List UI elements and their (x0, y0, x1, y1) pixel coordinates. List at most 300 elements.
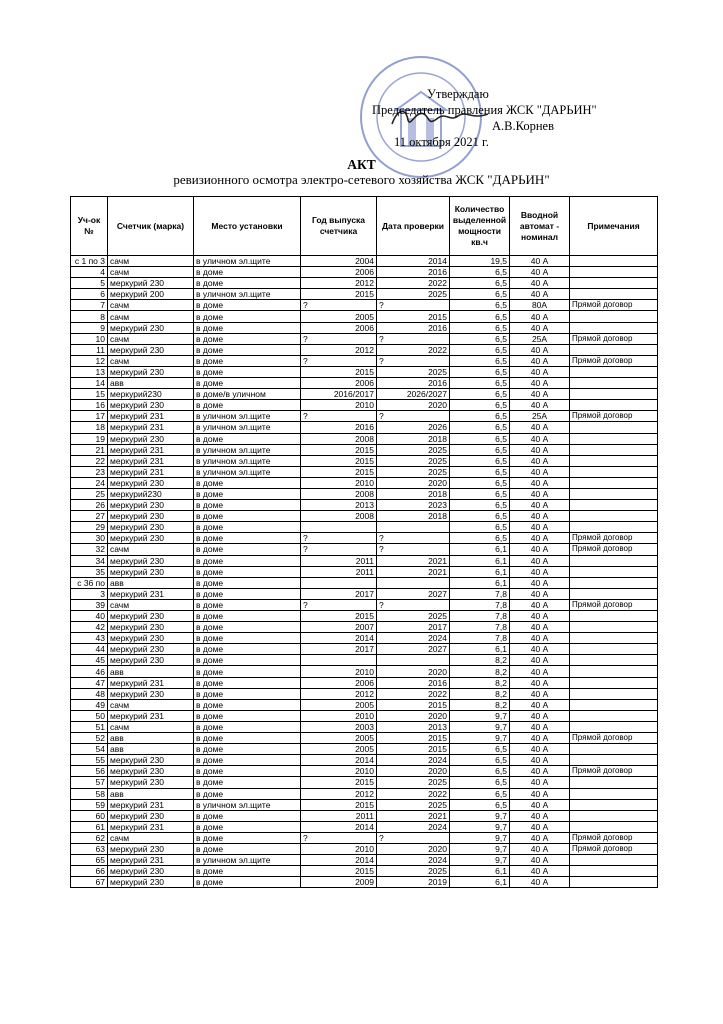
table-row (71, 566, 658, 577)
cell-meter: меркурий 231 (108, 710, 194, 721)
cell-year: 2012 (301, 278, 377, 289)
cell-breaker: 40 А (510, 611, 570, 622)
table-row (71, 755, 658, 766)
cell-breaker: 40 А (510, 488, 570, 499)
cell-year: 2014 (301, 633, 377, 644)
cell-year: 2014 (301, 821, 377, 832)
table-row (71, 378, 658, 389)
cell-location: в доме (194, 311, 301, 322)
cell-location: в доме (194, 488, 301, 499)
approval-date: 11 октября 2021 г. (394, 135, 489, 149)
cell-check-date (377, 577, 450, 588)
cell-power: 6,5 (450, 333, 510, 344)
cell-power: 6,1 (450, 555, 510, 566)
cell-plot: 59 (71, 799, 108, 810)
cell-location: в уличном эл.щите (194, 466, 301, 477)
cell-power: 19,5 (450, 256, 510, 267)
cell-power: 6,1 (450, 877, 510, 888)
cell-breaker: 40 А (510, 588, 570, 599)
cell-plot: 48 (71, 688, 108, 699)
table-row (71, 788, 658, 799)
cell-breaker: 40 А (510, 710, 570, 721)
cell-location: в доме (194, 400, 301, 411)
cell-location: в доме (194, 477, 301, 488)
cell-year: 2017 (301, 644, 377, 655)
cell-location: в доме (194, 699, 301, 710)
cell-location: в доме (194, 599, 301, 610)
cell-location: в доме (194, 366, 301, 377)
cell-meter: сачм (108, 311, 194, 322)
cell-location: в уличном эл.щите (194, 799, 301, 810)
cell-check-date: 2026/2027 (377, 389, 450, 400)
cell-power: 6,5 (450, 433, 510, 444)
table-body (71, 256, 658, 888)
col-header-year: Год выпуска счетчика (301, 197, 377, 256)
cell-plot: 51 (71, 721, 108, 732)
table-row (71, 500, 658, 511)
cell-meter: авв (108, 733, 194, 744)
table-row (71, 866, 658, 877)
cell-plot: 57 (71, 777, 108, 788)
cell-plot: 9 (71, 322, 108, 333)
cell-breaker: 40 А (510, 344, 570, 355)
cell-notes (570, 378, 658, 389)
table-row (71, 855, 658, 866)
cell-notes (570, 522, 658, 533)
cell-meter: меркурий 230 (108, 555, 194, 566)
cell-check-date: 2020 (377, 477, 450, 488)
cell-breaker: 25А (510, 411, 570, 422)
cell-notes (570, 511, 658, 522)
cell-check-date: 2025 (377, 611, 450, 622)
cell-year: 2005 (301, 311, 377, 322)
cell-meter: меркурий 231 (108, 821, 194, 832)
cell-plot: 54 (71, 744, 108, 755)
cell-location: в доме (194, 533, 301, 544)
cell-check-date: 2019 (377, 877, 450, 888)
cell-meter: меркурий 230 (108, 810, 194, 821)
cell-year: ? (301, 300, 377, 311)
cell-meter: меркурий 231 (108, 411, 194, 422)
cell-power: 9,7 (450, 832, 510, 843)
cell-power: 6,5 (450, 389, 510, 400)
cell-meter: меркурий 231 (108, 855, 194, 866)
cell-notes: Прямой договор (570, 333, 658, 344)
cell-year: 2015 (301, 444, 377, 455)
cell-meter: меркурий 230 (108, 400, 194, 411)
cell-year: 2012 (301, 688, 377, 699)
cell-check-date: ? (377, 333, 450, 344)
doc-subtitle: ревизионного осмотра электро-сетевого хозяйства ЖСК "ДАРЬИН" (173, 172, 550, 187)
cell-power: 9,7 (450, 733, 510, 744)
cell-plot: 8 (71, 311, 108, 322)
cell-plot: 35 (71, 566, 108, 577)
cell-meter: авв (108, 577, 194, 588)
cell-notes: Прямой договор (570, 832, 658, 843)
cell-plot: 56 (71, 766, 108, 777)
cell-breaker: 40 А (510, 733, 570, 744)
cell-meter: меркурий 230 (108, 644, 194, 655)
cell-breaker: 40 А (510, 555, 570, 566)
cell-check-date: 2025 (377, 444, 450, 455)
cell-year: 2006 (301, 677, 377, 688)
cell-check-date: 2027 (377, 588, 450, 599)
cell-breaker: 40 А (510, 832, 570, 843)
cell-check-date: 2018 (377, 433, 450, 444)
cell-power: 6,5 (450, 378, 510, 389)
table-row (71, 655, 658, 666)
cell-power: 6,1 (450, 577, 510, 588)
cell-plot: 52 (71, 733, 108, 744)
cell-meter: меркурий 230 (108, 843, 194, 854)
cell-year: 2005 (301, 699, 377, 710)
cell-location: в уличном эл.щите (194, 256, 301, 267)
table-row (71, 843, 658, 854)
cell-notes: Прямой договор (570, 411, 658, 422)
approval-approve: Утверждаю (427, 87, 489, 101)
cell-breaker: 40 А (510, 810, 570, 821)
cell-year: 2008 (301, 433, 377, 444)
table-row (71, 599, 658, 610)
cell-meter: меркурий 231 (108, 588, 194, 599)
cell-breaker: 40 А (510, 688, 570, 699)
cell-notes (570, 655, 658, 666)
cell-meter: авв (108, 666, 194, 677)
cell-power: 6,5 (450, 455, 510, 466)
cell-meter: меркурий 231 (108, 466, 194, 477)
table-row (71, 832, 658, 843)
cell-breaker: 40 А (510, 677, 570, 688)
cell-location: в уличном эл.щите (194, 444, 301, 455)
cell-power: 8,2 (450, 677, 510, 688)
cell-power: 9,7 (450, 721, 510, 732)
cell-year: 2016 (301, 422, 377, 433)
cell-year: 2006 (301, 378, 377, 389)
cell-power: 7,8 (450, 633, 510, 644)
cell-breaker: 40 А (510, 821, 570, 832)
cell-plot: 45 (71, 655, 108, 666)
cell-notes (570, 322, 658, 333)
cell-power: 6,5 (450, 278, 510, 289)
table-row (71, 389, 658, 400)
cell-location: в доме (194, 688, 301, 699)
cell-plot: 15 (71, 389, 108, 400)
cell-year: 2014 (301, 755, 377, 766)
cell-year: 2015 (301, 799, 377, 810)
cell-breaker: 40 А (510, 544, 570, 555)
cell-meter: меркурий 230 (108, 633, 194, 644)
cell-notes (570, 477, 658, 488)
cell-year: 2010 (301, 766, 377, 777)
cell-meter: меркурий 231 (108, 455, 194, 466)
cell-breaker: 40 А (510, 566, 570, 577)
cell-breaker: 40 А (510, 278, 570, 289)
cell-meter: меркурий 231 (108, 799, 194, 810)
cell-location: в уличном эл.щите (194, 422, 301, 433)
table-row (71, 699, 658, 710)
cell-breaker: 40 А (510, 433, 570, 444)
cell-year: 2016/2017 (301, 389, 377, 400)
doc-title: АКТ (347, 157, 376, 172)
cell-check-date: 2020 (377, 710, 450, 721)
cell-location: в доме (194, 677, 301, 688)
cell-year: ? (301, 333, 377, 344)
cell-check-date: 2025 (377, 866, 450, 877)
cell-check-date: ? (377, 599, 450, 610)
cell-meter: меркурий 231 (108, 422, 194, 433)
cell-meter: меркурий 230 (108, 522, 194, 533)
cell-power: 6,5 (450, 400, 510, 411)
cell-plot: 32 (71, 544, 108, 555)
cell-meter: авв (108, 378, 194, 389)
approval-position: Председатель правления ЖСК "ДАРЬИН" (372, 103, 597, 117)
cell-year: 2015 (301, 455, 377, 466)
cell-breaker: 40 А (510, 311, 570, 322)
cell-breaker: 40 А (510, 322, 570, 333)
cell-plot: 34 (71, 555, 108, 566)
cell-location: в доме (194, 622, 301, 633)
cell-power: 6,5 (450, 444, 510, 455)
cell-year: 2015 (301, 611, 377, 622)
cell-power: 9,7 (450, 821, 510, 832)
table-row (71, 433, 658, 444)
cell-check-date: 2022 (377, 278, 450, 289)
cell-location: в доме (194, 577, 301, 588)
cell-location: в доме (194, 866, 301, 877)
cell-location: в доме (194, 322, 301, 333)
cell-meter: сачм (108, 355, 194, 366)
cell-breaker: 80А (510, 300, 570, 311)
cell-year: 2009 (301, 877, 377, 888)
cell-plot: 47 (71, 677, 108, 688)
cell-notes (570, 633, 658, 644)
cell-plot: 14 (71, 378, 108, 389)
cell-meter: меркурий 230 (108, 655, 194, 666)
cell-year: 2015 (301, 289, 377, 300)
cell-check-date: 2027 (377, 644, 450, 655)
table-row (71, 477, 658, 488)
cell-plot: 60 (71, 810, 108, 821)
table-row (71, 677, 658, 688)
cell-notes (570, 444, 658, 455)
table-row (71, 877, 658, 888)
cell-year: ? (301, 832, 377, 843)
table-row (71, 422, 658, 433)
cell-check-date: 2018 (377, 488, 450, 499)
cell-notes (570, 400, 658, 411)
cell-check-date: 2020 (377, 666, 450, 677)
cell-location: в уличном эл.щите (194, 289, 301, 300)
cell-notes (570, 821, 658, 832)
cell-year: 2010 (301, 843, 377, 854)
cell-check-date: 2020 (377, 400, 450, 411)
cell-power: 9,7 (450, 855, 510, 866)
cell-year: 2006 (301, 322, 377, 333)
cell-check-date: 2014 (377, 256, 450, 267)
cell-check-date: 2016 (377, 677, 450, 688)
cell-notes (570, 755, 658, 766)
cell-check-date: 2022 (377, 788, 450, 799)
cell-check-date: 2018 (377, 511, 450, 522)
cell-breaker: 40 А (510, 843, 570, 854)
cell-notes (570, 688, 658, 699)
cell-plot: 26 (71, 500, 108, 511)
cell-power: 6,5 (450, 788, 510, 799)
table-row (71, 710, 658, 721)
cell-notes: Прямой договор (570, 733, 658, 744)
cell-meter: меркурий 230 (108, 344, 194, 355)
cell-check-date: 2016 (377, 378, 450, 389)
cell-power: 6,5 (450, 766, 510, 777)
cell-notes (570, 699, 658, 710)
cell-breaker: 40 А (510, 799, 570, 810)
cell-check-date: 2022 (377, 688, 450, 699)
cell-location: в доме (194, 300, 301, 311)
cell-notes (570, 289, 658, 300)
cell-check-date: 2026 (377, 422, 450, 433)
cell-check-date: 2016 (377, 267, 450, 278)
cell-plot: 44 (71, 644, 108, 655)
cell-meter: меркурий 230 (108, 477, 194, 488)
cell-notes (570, 644, 658, 655)
cell-plot: 25 (71, 488, 108, 499)
cell-breaker: 40 А (510, 389, 570, 400)
cell-notes (570, 500, 658, 511)
cell-check-date: ? (377, 832, 450, 843)
cell-plot: 10 (71, 333, 108, 344)
approval-name: А.В.Корнев (492, 119, 554, 133)
cell-breaker: 40 А (510, 655, 570, 666)
cell-power: 6,5 (450, 799, 510, 810)
cell-notes (570, 799, 658, 810)
cell-check-date: 2022 (377, 344, 450, 355)
cell-plot: 16 (71, 400, 108, 411)
cell-power: 8,2 (450, 688, 510, 699)
cell-power: 6,5 (450, 322, 510, 333)
cell-power: 7,8 (450, 611, 510, 622)
cell-year: 2005 (301, 744, 377, 755)
cell-breaker: 40 А (510, 422, 570, 433)
cell-breaker: 40 А (510, 766, 570, 777)
cell-notes (570, 588, 658, 599)
cell-year: 2011 (301, 566, 377, 577)
cell-meter: меркурий 230 (108, 433, 194, 444)
cell-plot: 49 (71, 699, 108, 710)
cell-notes: Прямой договор (570, 544, 658, 555)
cell-check-date: 2020 (377, 766, 450, 777)
cell-year: 2010 (301, 666, 377, 677)
table-row (71, 799, 658, 810)
cell-plot: 39 (71, 599, 108, 610)
cell-location: в доме (194, 278, 301, 289)
cell-check-date: 2013 (377, 721, 450, 732)
cell-notes (570, 455, 658, 466)
col-header-power: Количество выделенной мощности кв.ч (450, 197, 510, 256)
cell-plot: 7 (71, 300, 108, 311)
cell-power: 6,5 (450, 366, 510, 377)
cell-check-date: ? (377, 300, 450, 311)
cell-year: ? (301, 533, 377, 544)
cell-year: 2015 (301, 777, 377, 788)
cell-breaker: 40 А (510, 788, 570, 799)
cell-meter: меркурий 230 (108, 278, 194, 289)
cell-year: 2011 (301, 555, 377, 566)
cell-notes (570, 566, 658, 577)
cell-meter: меркурий 230 (108, 622, 194, 633)
cell-notes (570, 577, 658, 588)
cell-location: в доме (194, 555, 301, 566)
cell-year: 2010 (301, 710, 377, 721)
cell-plot: 5 (71, 278, 108, 289)
table-row (71, 466, 658, 477)
col-header-check-date: Дата проверки (377, 197, 450, 256)
cell-power: 9,7 (450, 710, 510, 721)
cell-year (301, 655, 377, 666)
cell-breaker: 40 А (510, 267, 570, 278)
cell-plot: 55 (71, 755, 108, 766)
cell-breaker: 40 А (510, 289, 570, 300)
cell-check-date: 2017 (377, 622, 450, 633)
cell-meter: меркурий 230 (108, 566, 194, 577)
cell-year: 2011 (301, 810, 377, 821)
table-row (71, 400, 658, 411)
cell-power: 6,5 (450, 311, 510, 322)
cell-power: 6,5 (450, 466, 510, 477)
cell-plot: 23 (71, 466, 108, 477)
cell-meter: сачм (108, 699, 194, 710)
cell-check-date: 2021 (377, 810, 450, 821)
meters-table (70, 196, 658, 888)
cell-plot: 30 (71, 533, 108, 544)
cell-breaker: 40 А (510, 744, 570, 755)
cell-notes (570, 777, 658, 788)
table-row (71, 300, 658, 311)
cell-breaker: 40 А (510, 877, 570, 888)
cell-notes (570, 622, 658, 633)
cell-breaker: 40 А (510, 355, 570, 366)
cell-check-date: 2024 (377, 755, 450, 766)
cell-notes (570, 810, 658, 821)
cell-location: в уличном эл.щите (194, 855, 301, 866)
cell-notes (570, 555, 658, 566)
table-row (71, 721, 658, 732)
table-row (71, 577, 658, 588)
table-row (71, 821, 658, 832)
cell-plot: 17 (71, 411, 108, 422)
cell-power: 6,5 (450, 344, 510, 355)
cell-location: в доме (194, 721, 301, 732)
cell-notes (570, 256, 658, 267)
cell-check-date: 2025 (377, 289, 450, 300)
cell-notes: Прямой договор (570, 766, 658, 777)
cell-power: 6,5 (450, 267, 510, 278)
cell-meter: сачм (108, 300, 194, 311)
cell-plot: 66 (71, 866, 108, 877)
table-row (71, 511, 658, 522)
cell-check-date: 2024 (377, 633, 450, 644)
cell-location: в доме (194, 378, 301, 389)
cell-breaker: 40 А (510, 466, 570, 477)
table-row (71, 622, 658, 633)
cell-notes: Прямой договор (570, 533, 658, 544)
table-row (71, 522, 658, 533)
cell-year: ? (301, 544, 377, 555)
cell-notes: Прямой договор (570, 843, 658, 854)
cell-meter: сачм (108, 256, 194, 267)
cell-plot: 63 (71, 843, 108, 854)
table-row (71, 455, 658, 466)
cell-meter: меркурий 231 (108, 444, 194, 455)
